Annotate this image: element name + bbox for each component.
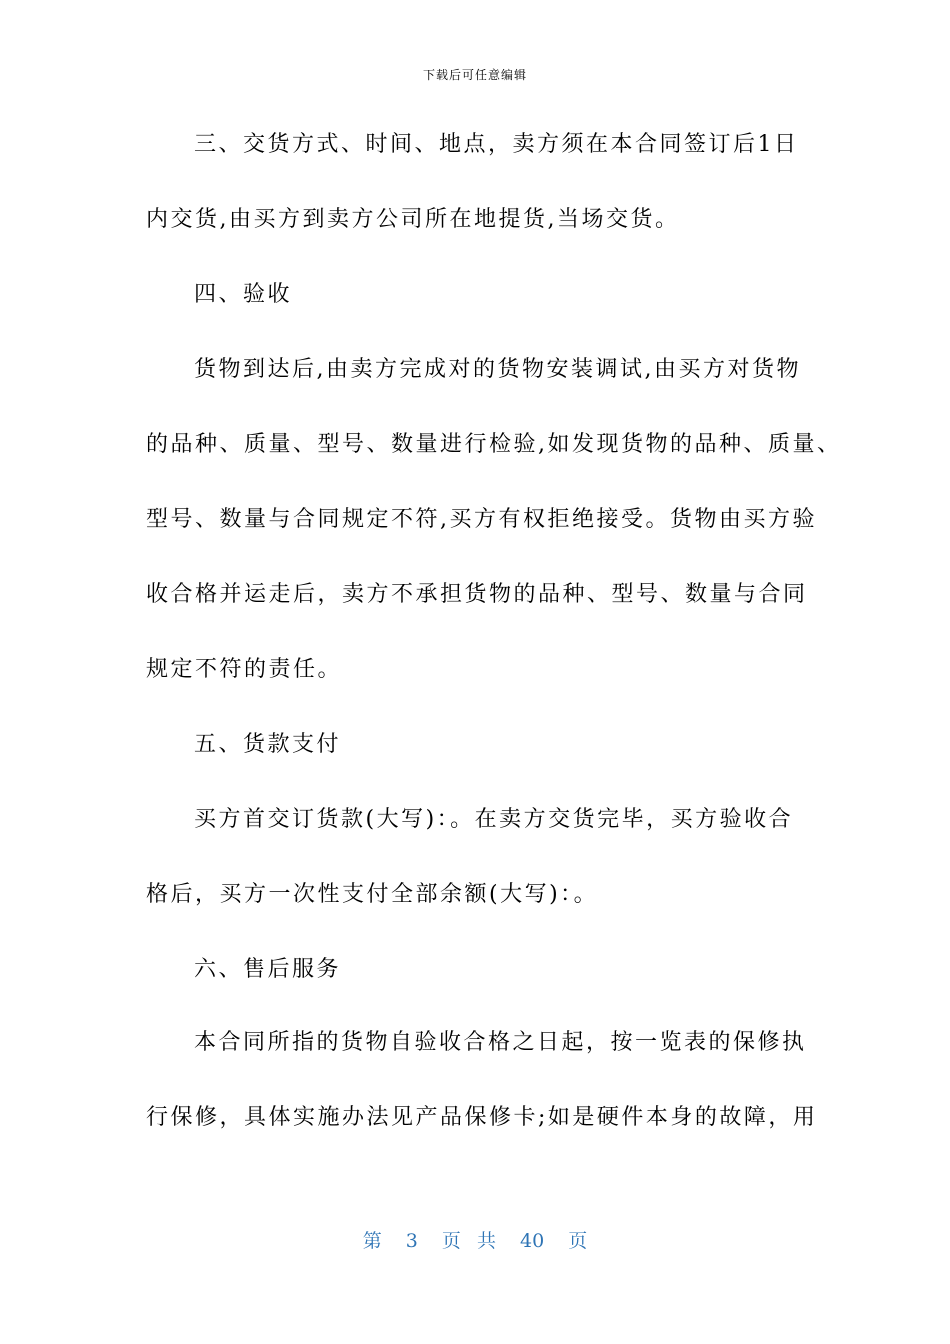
section-heading-inspection: 四、验收 (194, 282, 293, 307)
section-heading-payment: 五、货款支付 (194, 732, 342, 757)
text-line-6: 型号、数量与合同规定不符,买方有权拒绝接受。货物由买方验 (146, 507, 817, 532)
text-line-14: 行保修，具体实施办法见产品保修卡;如是硬件本身的故障，用 (146, 1105, 818, 1130)
text-line-10: 买方首交订货款(大写)：。在卖方交货完毕，买方验收合 (194, 807, 794, 832)
footer-total-pages: 40 (520, 1230, 545, 1252)
footer-middle: 页 共 (441, 1230, 496, 1252)
text-line-1: 三、交货方式、时间、地点，卖方须在本合同签订后1日 (194, 132, 799, 157)
footer-page-number: 3 (405, 1230, 418, 1252)
page-footer (0, 1226, 950, 1253)
section-heading-after-sales: 六、售后服务 (194, 957, 342, 982)
header-note: 下载后可任意编辑 (422, 68, 527, 82)
text-line-8: 规定不符的责任。 (146, 657, 343, 682)
text-line-5: 的品种、质量、型号、数量进行检验,如发现货物的品种、质量、 (146, 432, 842, 457)
text-line-4: 货物到达后,由卖方完成对的货物安装调试,由买方对货物 (194, 357, 801, 382)
text-line-13: 本合同所指的货物自验收合格之日起，按一览表的保修执 (194, 1030, 807, 1055)
text-line-11: 格后，买方一次性支付全部余额(大写)：。 (146, 882, 599, 907)
footer-suffix: 页 (568, 1230, 588, 1252)
text-line-7: 收合格并运走后，卖方不承担货物的品种、型号、数量与合同 (146, 582, 808, 607)
footer-prefix: 第 (362, 1230, 382, 1252)
text-line-2: 内交货,由买方到卖方公司所在地提货,当场交货。 (146, 207, 680, 232)
